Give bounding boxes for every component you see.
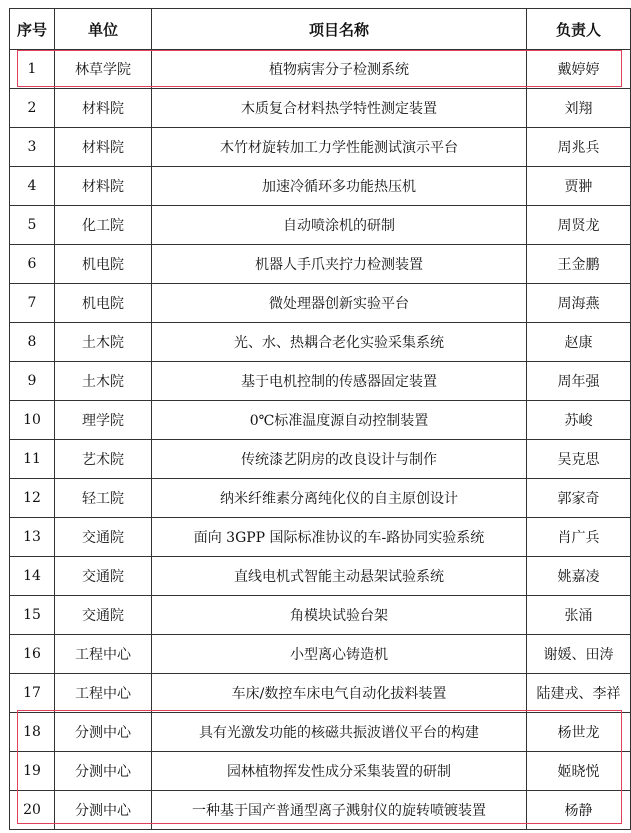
cell-no: 7 bbox=[10, 284, 55, 323]
cell-leader: 戴婷婷 bbox=[527, 50, 631, 89]
cell-unit: 交通院 bbox=[55, 518, 152, 557]
cell-no: 16 bbox=[10, 635, 55, 674]
cell-unit: 轻工院 bbox=[55, 479, 152, 518]
project-table bbox=[9, 8, 631, 830]
header-no: 序号 bbox=[10, 9, 55, 50]
cell-project: 光、水、热耦合老化实验采集系统 bbox=[152, 323, 527, 362]
cell-unit: 林草学院 bbox=[55, 50, 152, 89]
cell-unit: 材料院 bbox=[55, 128, 152, 167]
cell-project: 0℃标准温度源自动控制装置 bbox=[152, 401, 527, 440]
cell-project: 基于电机控制的传感器固定装置 bbox=[152, 362, 527, 401]
cell-project: 木竹材旋转加工力学性能测试演示平台 bbox=[152, 128, 527, 167]
cell-no: 20 bbox=[10, 791, 55, 830]
cell-project: 传统漆艺阴房的改良设计与制作 bbox=[152, 440, 527, 479]
cell-unit: 分测中心 bbox=[55, 713, 152, 752]
cell-project: 自动喷涂机的研制 bbox=[152, 206, 527, 245]
cell-leader: 王金鹏 bbox=[527, 245, 631, 284]
cell-unit: 工程中心 bbox=[55, 635, 152, 674]
table-row bbox=[10, 323, 631, 362]
cell-leader: 周贤龙 bbox=[527, 206, 631, 245]
header-unit: 单位 bbox=[55, 9, 152, 50]
cell-unit: 工程中心 bbox=[55, 674, 152, 713]
table-row bbox=[10, 362, 631, 401]
cell-no: 17 bbox=[10, 674, 55, 713]
table-row bbox=[10, 518, 631, 557]
cell-unit: 土木院 bbox=[55, 362, 152, 401]
cell-unit: 理学院 bbox=[55, 401, 152, 440]
cell-project: 小型离心铸造机 bbox=[152, 635, 527, 674]
cell-no: 5 bbox=[10, 206, 55, 245]
table-header-row bbox=[10, 9, 631, 50]
cell-no: 9 bbox=[10, 362, 55, 401]
table-row bbox=[10, 635, 631, 674]
cell-no: 12 bbox=[10, 479, 55, 518]
table-row bbox=[10, 245, 631, 284]
table-row bbox=[10, 128, 631, 167]
cell-project: 微处理器创新实验平台 bbox=[152, 284, 527, 323]
table-row bbox=[10, 479, 631, 518]
header-project: 项目名称 bbox=[152, 9, 527, 50]
cell-project: 一种基于国产普通型离子溅射仪的旋转喷镀装置 bbox=[152, 791, 527, 830]
cell-unit: 分测中心 bbox=[55, 791, 152, 830]
cell-unit: 机电院 bbox=[55, 284, 152, 323]
cell-no: 6 bbox=[10, 245, 55, 284]
table-row bbox=[10, 167, 631, 206]
cell-leader: 赵康 bbox=[527, 323, 631, 362]
cell-unit: 土木院 bbox=[55, 323, 152, 362]
cell-unit: 交通院 bbox=[55, 557, 152, 596]
table-row bbox=[10, 752, 631, 791]
cell-no: 10 bbox=[10, 401, 55, 440]
cell-leader: 肖广兵 bbox=[527, 518, 631, 557]
cell-unit: 机电院 bbox=[55, 245, 152, 284]
cell-no: 11 bbox=[10, 440, 55, 479]
cell-project: 园林植物挥发性成分采集装置的研制 bbox=[152, 752, 527, 791]
cell-no: 1 bbox=[10, 50, 55, 89]
cell-no: 13 bbox=[10, 518, 55, 557]
cell-unit: 艺术院 bbox=[55, 440, 152, 479]
cell-unit: 分测中心 bbox=[55, 752, 152, 791]
cell-leader: 周海燕 bbox=[527, 284, 631, 323]
cell-leader: 姚嘉凌 bbox=[527, 557, 631, 596]
cell-no: 2 bbox=[10, 89, 55, 128]
cell-project: 车床/数控车床电气自动化拔料装置 bbox=[152, 674, 527, 713]
cell-no: 14 bbox=[10, 557, 55, 596]
table-body bbox=[10, 50, 631, 830]
cell-leader: 郭家奇 bbox=[527, 479, 631, 518]
cell-project: 角模块试验台架 bbox=[152, 596, 527, 635]
cell-unit: 材料院 bbox=[55, 89, 152, 128]
cell-unit: 材料院 bbox=[55, 167, 152, 206]
table-row bbox=[10, 713, 631, 752]
table-row bbox=[10, 401, 631, 440]
cell-leader: 谢媛、田涛 bbox=[527, 635, 631, 674]
cell-project: 直线电机式智能主动悬架试验系统 bbox=[152, 557, 527, 596]
table-row bbox=[10, 596, 631, 635]
cell-unit: 交通院 bbox=[55, 596, 152, 635]
cell-leader: 周年强 bbox=[527, 362, 631, 401]
table-row bbox=[10, 791, 631, 830]
cell-leader: 刘翔 bbox=[527, 89, 631, 128]
cell-no: 18 bbox=[10, 713, 55, 752]
cell-no: 8 bbox=[10, 323, 55, 362]
cell-project: 机器人手爪夹拧力检测装置 bbox=[152, 245, 527, 284]
table-row bbox=[10, 89, 631, 128]
cell-project: 纳米纤维素分离纯化仪的自主原创设计 bbox=[152, 479, 527, 518]
cell-leader: 姬晓悦 bbox=[527, 752, 631, 791]
cell-leader: 周兆兵 bbox=[527, 128, 631, 167]
cell-unit: 化工院 bbox=[55, 206, 152, 245]
cell-project: 木质复合材料热学特性测定装置 bbox=[152, 89, 527, 128]
table-row bbox=[10, 50, 631, 89]
cell-leader: 贾翀 bbox=[527, 167, 631, 206]
table-row bbox=[10, 284, 631, 323]
cell-no: 15 bbox=[10, 596, 55, 635]
table-row bbox=[10, 206, 631, 245]
cell-project: 具有光激发功能的核磁共振波谱仪平台的构建 bbox=[152, 713, 527, 752]
cell-leader: 张涌 bbox=[527, 596, 631, 635]
cell-leader: 吴克思 bbox=[527, 440, 631, 479]
cell-project: 面向 3GPP 国际标准协议的车-路协同实验系统 bbox=[152, 518, 527, 557]
table-row bbox=[10, 440, 631, 479]
cell-leader: 杨静 bbox=[527, 791, 631, 830]
cell-leader: 杨世龙 bbox=[527, 713, 631, 752]
cell-project: 加速冷循环多功能热压机 bbox=[152, 167, 527, 206]
table-row bbox=[10, 557, 631, 596]
cell-project: 植物病害分子检测系统 bbox=[152, 50, 527, 89]
table-row bbox=[10, 674, 631, 713]
cell-leader: 陆建戎、李祥 bbox=[527, 674, 631, 713]
cell-no: 19 bbox=[10, 752, 55, 791]
cell-no: 4 bbox=[10, 167, 55, 206]
cell-leader: 苏峻 bbox=[527, 401, 631, 440]
header-leader: 负责人 bbox=[527, 9, 631, 50]
cell-no: 3 bbox=[10, 128, 55, 167]
